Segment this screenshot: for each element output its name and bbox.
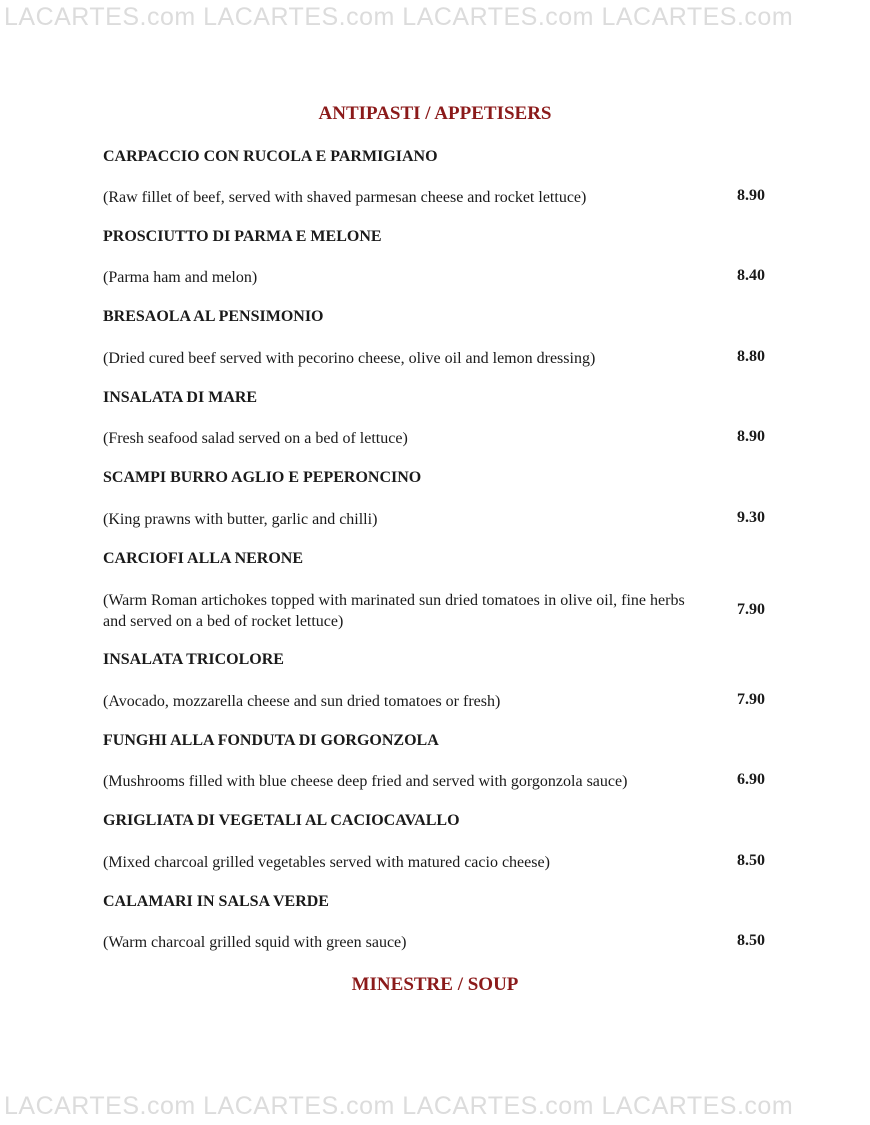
item-description: (Avocado, mozzarella cheese and sun dried tomatoes or fresh) xyxy=(103,693,501,710)
item-description: (Parma ham and melon) xyxy=(103,269,258,286)
item-name: INSALATA TRICOLORE xyxy=(103,651,284,668)
item-description: (Warm charcoal grilled squid with green sauce) xyxy=(103,934,407,951)
item-price: 8.90 xyxy=(737,187,765,204)
item-name: CARCIOFI ALLA NERONE xyxy=(103,550,304,567)
section-title-minestre: MINESTRE / SOUP xyxy=(351,974,519,995)
item-description: (Mushrooms filled with blue cheese deep fried and served with gorgonzola sauce) xyxy=(103,773,628,790)
item-price: 7.90 xyxy=(737,601,765,618)
item-price: 8.50 xyxy=(737,852,765,869)
item-name: BRESAOLA AL PENSIMONIO xyxy=(103,308,324,325)
watermark-top: LACARTES.com LACARTES.com LACARTES.com LACARTES.com xyxy=(4,3,794,31)
item-price: 8.90 xyxy=(737,428,765,445)
watermark-bottom: LACARTES.com LACARTES.com LACARTES.com LACARTES.com xyxy=(4,1092,794,1120)
item-description: (Warm Roman artichokes topped with marinated sun dried tomatoes in olive oil, fine herbs and served on a bed of rocket lettuce) xyxy=(103,592,685,630)
item-name: GRIGLIATA DI VEGETALI AL CACIOCAVALLO xyxy=(103,812,460,829)
item-description: (Fresh seafood salad served on a bed of lettuce) xyxy=(103,430,408,447)
item-description: (Raw fillet of beef, served with shaved parmesan cheese and rocket lettuce) xyxy=(103,189,587,206)
item-price: 8.40 xyxy=(737,267,765,284)
item-price: 9.30 xyxy=(737,509,765,526)
item-price: 7.90 xyxy=(737,691,765,708)
item-price: 6.90 xyxy=(737,771,765,788)
item-description: (Dried cured beef served with pecorino cheese, olive oil and lemon dressing) xyxy=(103,350,596,367)
item-name: SCAMPI BURRO AGLIO E PEPERONCINO xyxy=(103,469,422,486)
section-title-antipasti: ANTIPASTI / APPETISERS xyxy=(318,103,552,124)
item-name: CARPACCIO CON RUCOLA E PARMIGIANO xyxy=(103,148,438,165)
item-name: CALAMARI IN SALSA VERDE xyxy=(103,893,329,910)
item-description: (King prawns with butter, garlic and chilli) xyxy=(103,511,378,528)
item-description: (Mixed charcoal grilled vegetables served with matured cacio cheese) xyxy=(103,854,550,871)
item-name: INSALATA DI MARE xyxy=(103,389,258,406)
item-name: FUNGHI ALLA FONDUTA DI GORGONZOLA xyxy=(103,732,439,749)
item-price: 8.80 xyxy=(737,348,765,365)
item-price: 8.50 xyxy=(737,932,765,949)
item-name: PROSCIUTTO DI PARMA E MELONE xyxy=(103,228,382,245)
